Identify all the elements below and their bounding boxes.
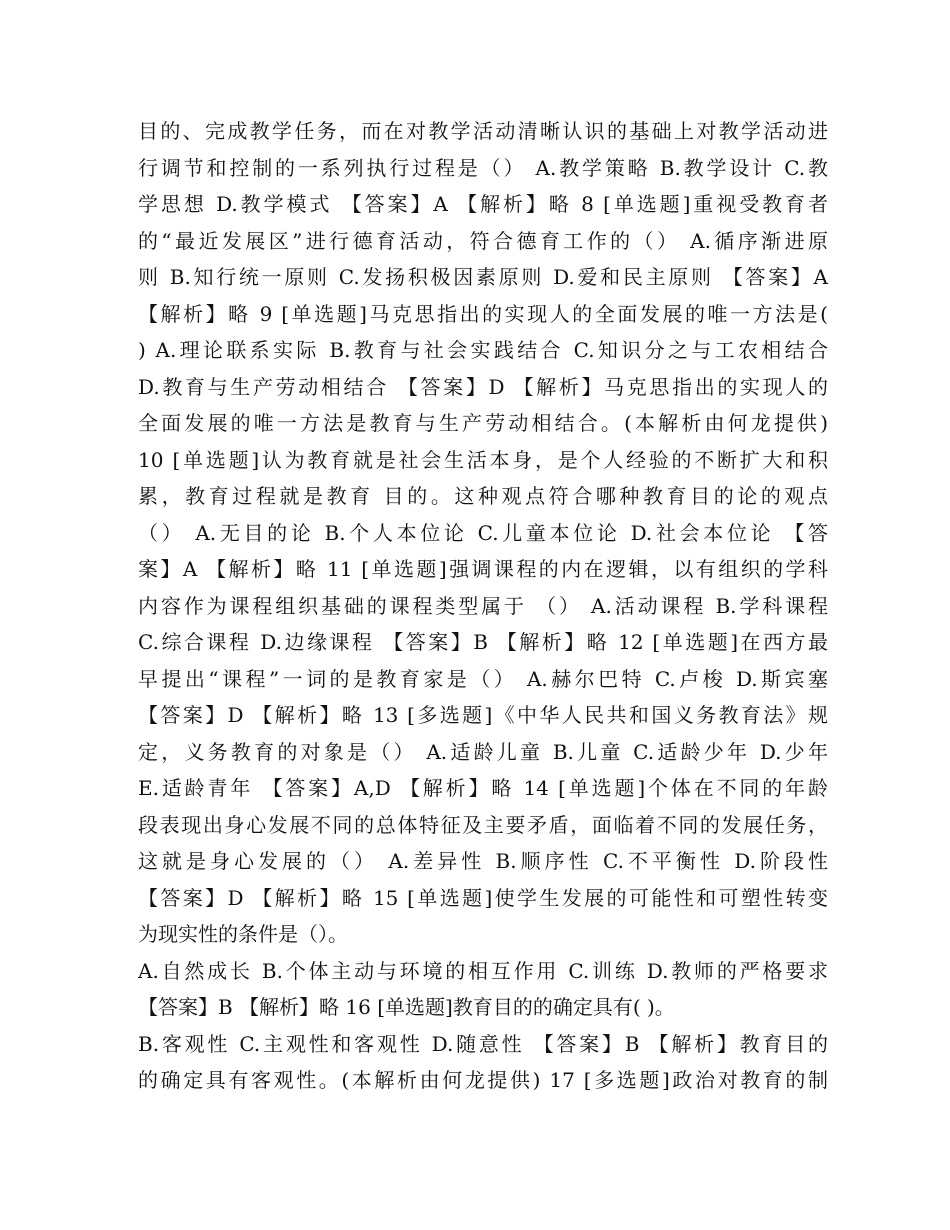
text-line: 为现实性的条件是（）。 <box>138 922 348 946</box>
text-line: 段表现出身心发展不同的总体特征及主要矛盾，面临着不同的发展任务， <box>138 812 828 837</box>
text-line: 案】A 【解析】略 11 [单选题]强调课程的内在逻辑，以有组织的学科 <box>138 557 828 581</box>
text-line: 行调节和控制的一系列执行过程是（） A.教学策略 B.教学设计 C.教 <box>138 155 828 180</box>
text-line: 目的、完成教学任务，而在对教学活动清晰认识的基础上对教学活动进 <box>138 119 828 143</box>
text-line: ) A.理论联系实际 B.教育与社会实践结合 C.知识分之与工农相结合 <box>138 338 828 362</box>
text-line: 这就是身心发展的（） A.差异性 B.顺序性 C.不平衡性 D.阶段性 <box>138 849 828 873</box>
text-line: 【答案】D 【解析】略 15 [单选题]使学生发展的可能性和可塑性转变 <box>138 885 828 910</box>
text-line: B.客观性 C.主观性和客观性 D.随意性 【答案】B 【解析】教育目的 <box>138 1031 828 1056</box>
text-line: （） A.无目的论 B.个人本位论 C.儿童本位论 D.社会本位论 【答 <box>138 520 828 545</box>
text-line: 内容作为课程组织基础的课程类型属于 （） A.活动课程 B.学科课程 <box>138 593 828 618</box>
text-line: 学思想 D.教学模式 【答案】A 【解析】略 8 [单选题]重视受教育者 <box>138 192 828 216</box>
text-line: 【答案】B 【解析】略 16 [单选题]教育目的的确定具有( )。 <box>138 995 675 1019</box>
text-line: 的“最近发展区”进行德育活动，符合德育工作的（） A.循序渐进原 <box>138 228 828 253</box>
document-body-text <box>138 113 828 1099</box>
text-line: 则 B.知行统一原则 C.发扬积极因素原则 D.爱和民主原则 【答案】A <box>138 265 828 289</box>
text-line: 【解析】略 9 [单选题]马克思指出的实现人的全面发展的唯一方法是( <box>138 301 828 326</box>
text-line: 早提出“课程”一词的是教育家是（） A.赫尔巴特 C.卢梭 D.斯宾塞 <box>138 666 828 691</box>
text-line: A.自然成长 B.个体主动与环境的相互作用 C.训练 D.教师的严格要求 <box>138 958 828 983</box>
text-line: D.教育与生产劳动相结合 【答案】D 【解析】马克思指出的实现人的 <box>138 374 828 399</box>
text-line: 定，义务教育的对象是（） A.适龄儿童 B.儿童 C.适龄少年 D.少年 <box>138 739 828 764</box>
text-line: 全面发展的唯一方法是教育与生产劳动相结合。(本解析由何龙提供) <box>138 411 828 435</box>
text-line: 10 [单选题]认为教育就是社会生活本身，是个人经验的不断扩大和积 <box>138 447 828 472</box>
text-line: C.综合课程 D.边缘课程 【答案】B 【解析】略 12 [单选题]在西方最 <box>138 630 828 654</box>
text-line: 【答案】D 【解析】略 13 [多选题]《中华人民共和国义务教育法》规 <box>138 703 828 727</box>
text-line: 累，教育过程就是教育 目的。这种观点符合哪种教育目的论的观点 <box>138 484 828 508</box>
text-line: E.适龄青年 【答案】A,D 【解析】略 14 [单选题]个体在不同的年龄 <box>138 776 828 800</box>
text-line: 的确定具有客观性。(本解析由何龙提供) 17 [多选题]政治对教育的制 <box>138 1068 828 1092</box>
